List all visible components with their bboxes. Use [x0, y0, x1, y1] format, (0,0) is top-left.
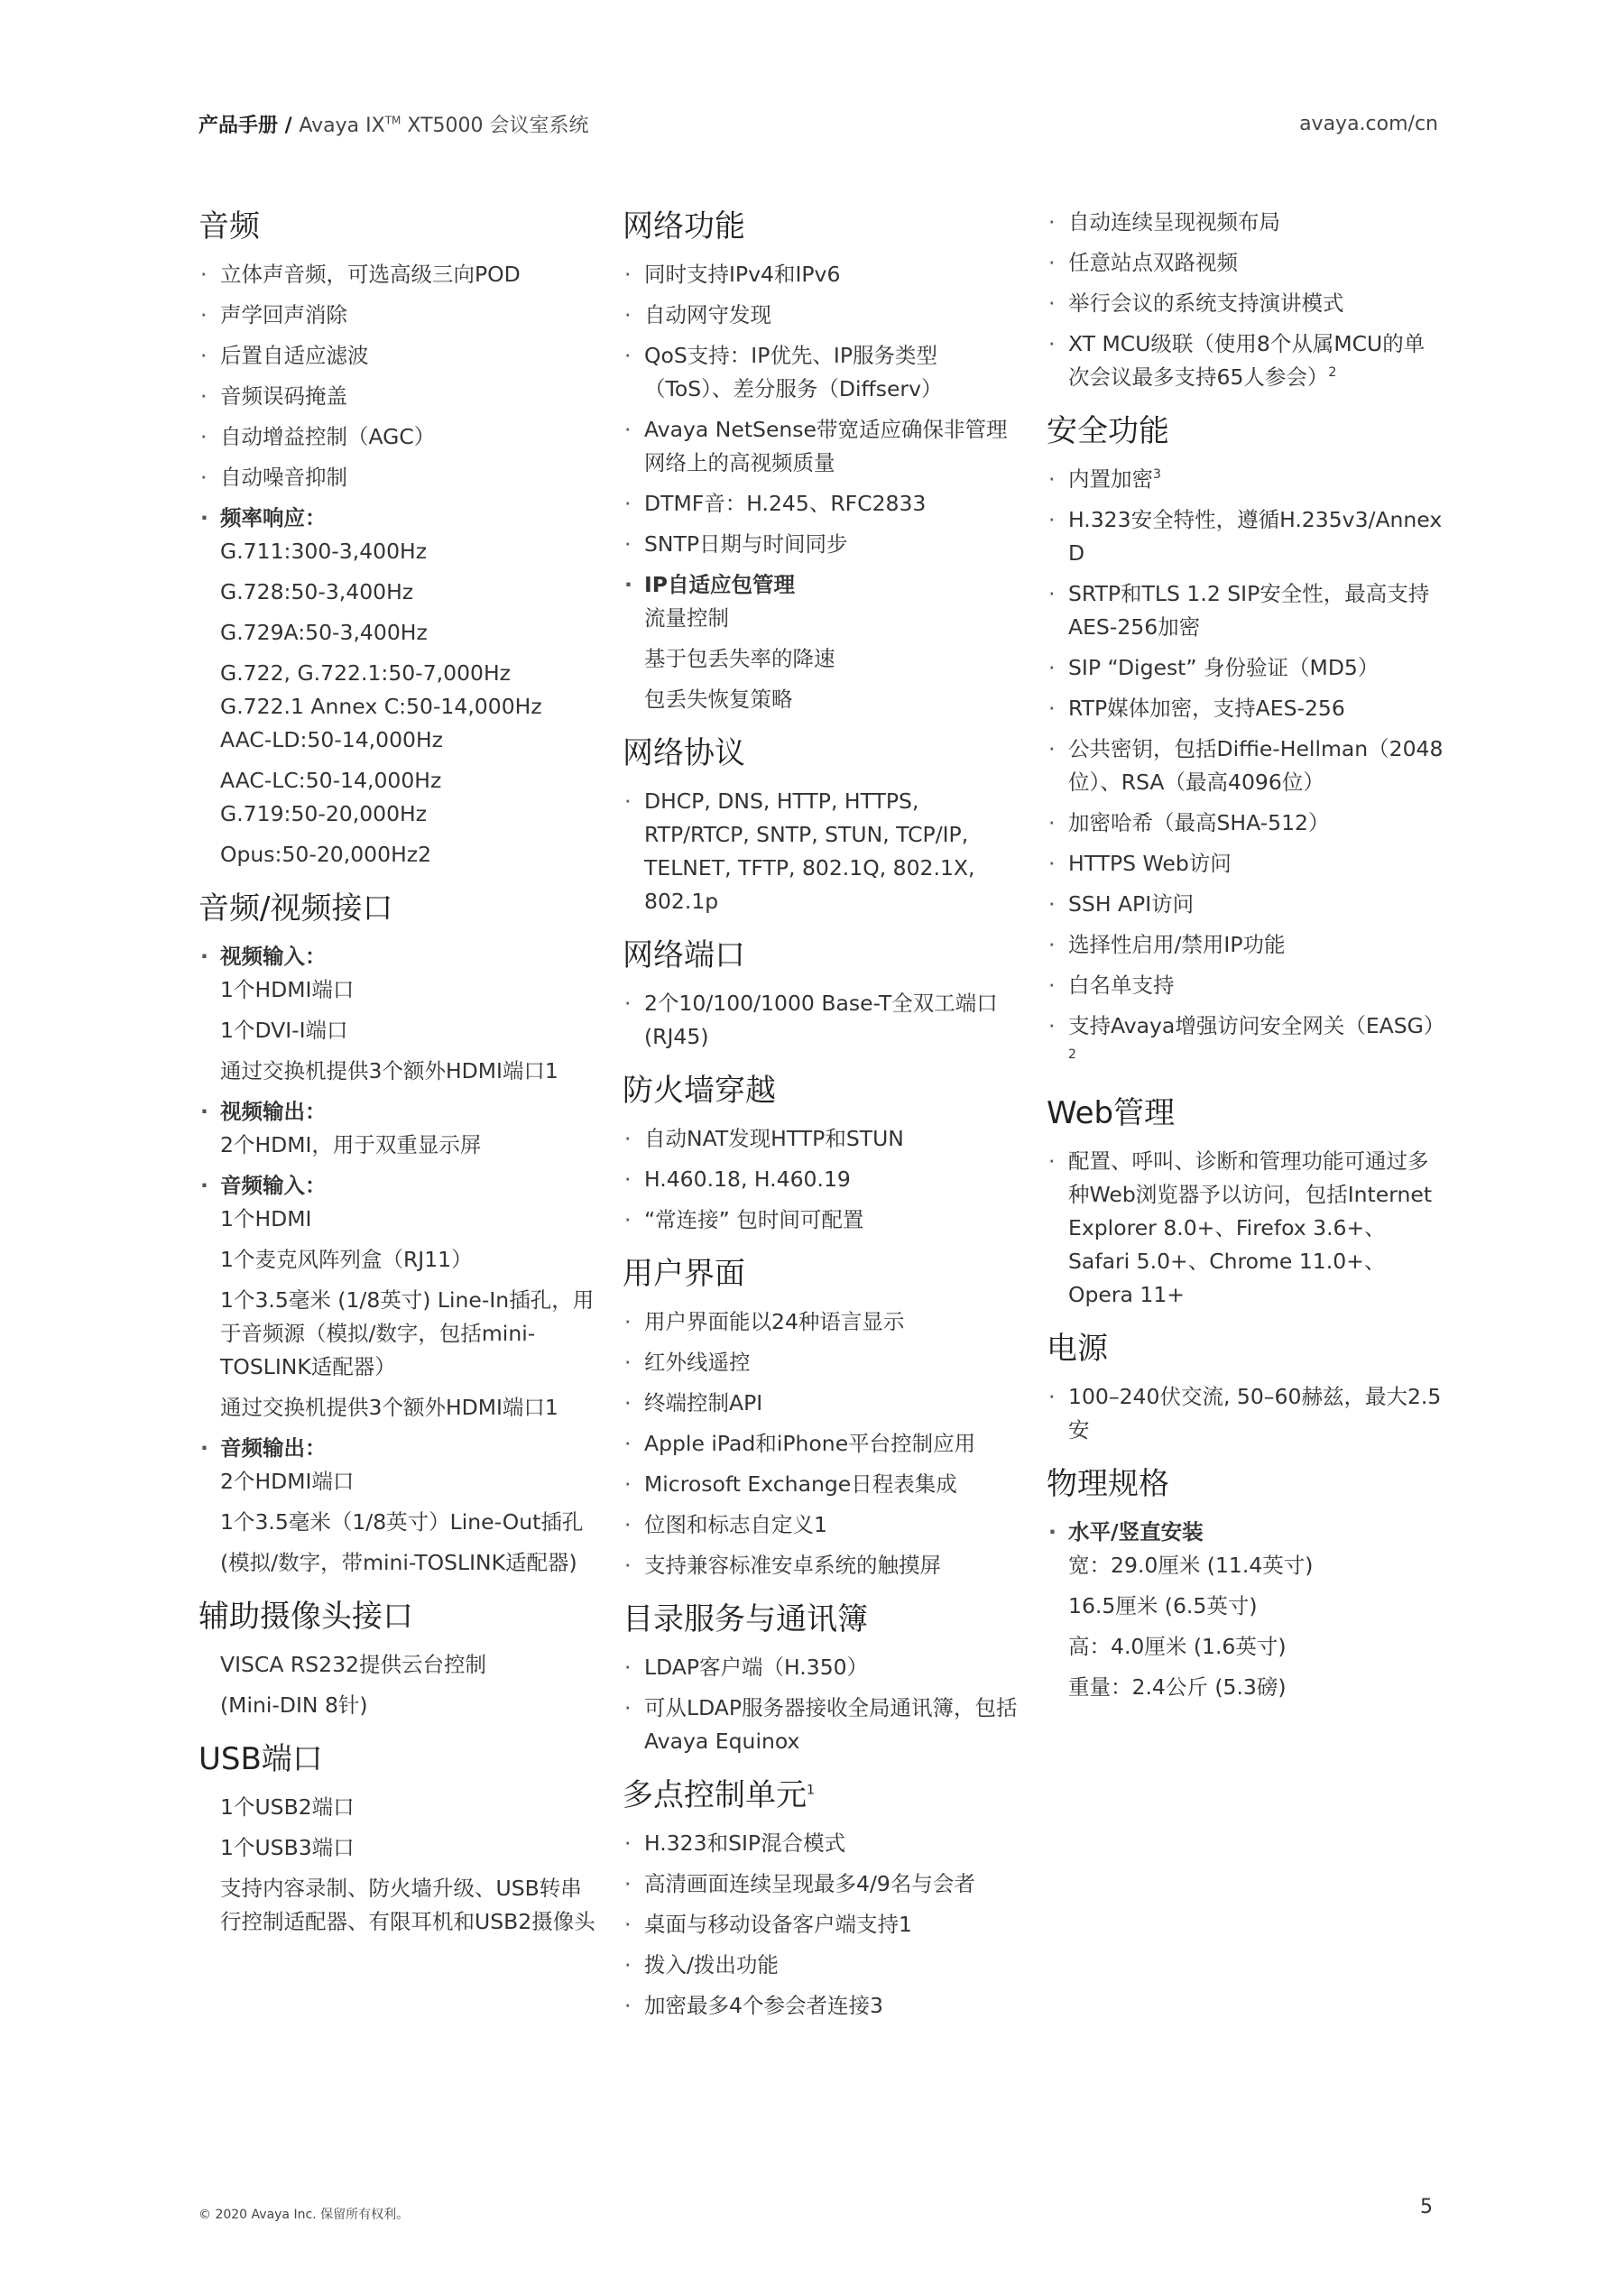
- header-website[interactable]: avaya.com/cn: [1299, 113, 1438, 135]
- trademark: TM: [384, 114, 401, 127]
- doc-type: 产品手册: [198, 115, 279, 137]
- subheading: · 音频输入：: [198, 1169, 595, 1203]
- spec-line: 支持内容录制、防火墙升级、USB转串行控制适配器、有限耳机和USB2摄像头: [220, 1876, 595, 1934]
- footnote-marker: 2: [1328, 365, 1337, 381]
- list-item: · 白名单支持: [1047, 969, 1444, 1002]
- section-title: 网络端口: [623, 937, 745, 973]
- section-ui: [623, 1253, 1020, 1582]
- column-3: [1047, 206, 1444, 1720]
- spec-line: 1个3.5毫米（1/8英寸）Line-Out插孔: [220, 1509, 584, 1535]
- list-item: · 100–240伏交流, 50–60赫兹，最大2.5安: [1047, 1380, 1444, 1447]
- section-title: 物理规格: [1047, 1466, 1169, 1502]
- section-mcu-continued: [1047, 206, 1444, 394]
- copyright: © 2020 Avaya Inc. 保留所有权利。: [198, 2208, 410, 2222]
- section-firewall: [623, 1070, 1020, 1237]
- list-item: · SSH API访问: [1047, 888, 1444, 921]
- header-separator: /: [278, 115, 300, 137]
- spec-line: (模拟/数字，带mini-TOSLINK适配器): [220, 1550, 577, 1575]
- spec-line: 通过交换机提供3个额外HDMI端口1: [220, 1395, 558, 1420]
- list-item: · Apple iPad和iPhone平台控制应用: [623, 1427, 1020, 1461]
- section-mcu: [623, 1775, 1020, 2023]
- spec-line: 重量：2.4公斤 (5.3磅): [1068, 1674, 1287, 1700]
- subheading: · 频率响应：: [198, 502, 595, 535]
- section-web: [1047, 1093, 1444, 1312]
- list-item: · 位图和标志自定义1: [623, 1508, 1020, 1542]
- spec-line: 1个HDMI端口: [220, 977, 355, 1002]
- section-security: [1047, 410, 1444, 1076]
- spec-line: (Mini-DIN 8针): [220, 1692, 368, 1718]
- spec-line: G.719:50-20,000Hz: [220, 801, 428, 826]
- list-item: · H.323和SIP混合模式: [623, 1827, 1020, 1860]
- spec-line: G.711:300-3,400Hz: [220, 539, 428, 564]
- section-title: 电源: [1047, 1331, 1108, 1367]
- section-title: 网络功能: [623, 208, 745, 244]
- product-suffix: XT5000 会议室系统: [401, 115, 589, 137]
- column-2: [623, 206, 1020, 2039]
- section-network-features: [623, 206, 1020, 716]
- spec-line: 基于包丢失率的降速: [644, 646, 835, 671]
- list-item: · 立体声音频，可选高级三向POD: [198, 258, 595, 291]
- list-item-text: XT MCU级联（使用8个从属MCU的单次会议最多支持65人参会）: [1068, 331, 1426, 390]
- list-item: · 配置、呼叫、诊断和管理功能可通过多种Web浏览器予以访问，包括Internet Explorer 8.0+、Firefox 3.6+、Safari 5.0+、Chrome 11.0+、Opera 11+: [1047, 1145, 1444, 1312]
- list-item: · SIP “Digest” 身份验证（MD5）: [1047, 651, 1444, 685]
- list-item: · DHCP, DNS, HTTP, HTTPS, RTP/RTCP, SNTP, STUN, TCP/IP, TELNET, TFTP, 802.1Q, 802.1X, 802.1p: [623, 785, 1020, 918]
- list-item: · Microsoft Exchange日程表集成: [623, 1468, 1020, 1501]
- section-title: 安全功能: [1047, 413, 1169, 449]
- section-title: 音频: [198, 208, 260, 244]
- spec-line: 高：4.0厘米 (1.6英寸): [1068, 1634, 1287, 1659]
- spec-line: 1个USB2端口: [220, 1794, 355, 1820]
- list-item: · 用户界面能以24种语言显示: [623, 1305, 1020, 1339]
- list-item: [1047, 327, 1444, 394]
- list-item: · “常连接” 包时间可配置: [623, 1203, 1020, 1237]
- list-item: · RTP媒体加密，支持AES-256: [1047, 692, 1444, 725]
- list-item: · 2个10/100/1000 Base-T全双工端口(RJ45): [623, 987, 1020, 1054]
- list-item: · HTTPS Web访问: [1047, 847, 1444, 881]
- spec-line: 16.5厘米 (6.5英寸): [1068, 1593, 1258, 1618]
- section-title: USB端口: [198, 1741, 323, 1777]
- spec-line: G.728:50-3,400Hz: [220, 579, 414, 604]
- list-item-text: 支持Avaya增强访问安全网关（EASG）: [1068, 1013, 1445, 1038]
- list-item: · 公共密钥，包括Diffie-Hellman（2048位）、RSA（最高4096位）: [1047, 733, 1444, 799]
- list-item: · 支持兼容标准安卓系统的触摸屏: [623, 1549, 1020, 1582]
- list-item: · 选择性启用/禁用IP功能: [1047, 928, 1444, 962]
- spec-line: 包丢失恢复策略: [644, 687, 793, 712]
- spec-line: 1个麦克风阵列盒（RJ11）: [220, 1247, 473, 1272]
- list-item: · 举行会议的系统支持演讲模式: [1047, 287, 1444, 320]
- list-item: · 加密哈希（最高SHA-512）: [1047, 807, 1444, 840]
- subheading: · IP自适应包管理: [623, 568, 1020, 602]
- spec-line: G.722.1 Annex C:50-14,000Hz: [220, 694, 542, 719]
- subheading: · 水平/竖直安装: [1047, 1516, 1444, 1549]
- section-aux-camera: [198, 1596, 595, 1722]
- section-protocols: [623, 733, 1020, 918]
- product-name: Avaya IX: [299, 115, 385, 137]
- subheading: · 视频输入：: [198, 940, 595, 973]
- section-title: 防火墙穿越: [623, 1073, 776, 1109]
- spec-line: G.729A:50-3,400Hz: [220, 620, 428, 645]
- list-item: [1047, 1010, 1444, 1076]
- list-item: · 加密最多4个参会者连接3: [623, 1989, 1020, 2023]
- list-item: [1047, 463, 1444, 496]
- spec-line: G.722, G.722.1:50-7,000Hz: [220, 660, 512, 686]
- spec-line: AAC-LC:50-14,000Hz: [220, 768, 442, 793]
- list-item: · 可从LDAP服务器接收全局通讯簿，包括Avaya Equinox: [623, 1692, 1020, 1758]
- list-item: · H.323安全特性，遵循H.235v3/Annex D: [1047, 503, 1444, 570]
- list-item: · 声学回声消除: [198, 299, 595, 332]
- spec-line: 1个3.5毫米 (1/8英寸) Line-In插孔，用于音频源（模拟/数字，包括mini-TOSLINK适配器）: [220, 1287, 595, 1379]
- spec-line: VISCA RS232提供云台控制: [220, 1652, 486, 1677]
- page-number: 5: [1420, 2196, 1433, 2218]
- spec-line: 2个HDMI，用于双重显示屏: [220, 1132, 482, 1157]
- section-physical: [1047, 1463, 1444, 1704]
- section-title: Web管理: [1047, 1095, 1176, 1131]
- list-item: · 自动增益控制（AGC）: [198, 420, 595, 454]
- spec-line: 1个HDMI: [220, 1206, 312, 1231]
- section-usb: [198, 1738, 595, 1939]
- section-audio: [198, 206, 595, 871]
- list-item: · 终端控制API: [623, 1387, 1020, 1420]
- subheading: · 音频输出：: [198, 1432, 595, 1465]
- spec-line: 流量控制: [644, 605, 729, 631]
- list-item: · SNTP日期与时间同步: [623, 528, 1020, 561]
- section-title-text: 多点控制单元: [623, 1777, 807, 1813]
- list-item: · DTMF音：H.245、RFC2833: [623, 487, 1020, 521]
- spec-line: 1个DVI-I端口: [220, 1018, 348, 1043]
- list-item: · 音频误码掩盖: [198, 380, 595, 413]
- list-item: · 自动连续呈现视频布局: [1047, 206, 1444, 239]
- section-av-interface: [198, 888, 595, 1580]
- section-title: 音频/视频接口: [198, 890, 393, 927]
- footnote-marker: 1: [807, 1783, 815, 1798]
- column-1: [198, 206, 595, 1955]
- header-title: [198, 110, 589, 138]
- spec-line: 2个HDMI端口: [220, 1469, 355, 1494]
- footnote-marker: 2: [1068, 1047, 1076, 1063]
- spec-line: 通过交换机提供3个额外HDMI端口1: [220, 1058, 558, 1083]
- footnote-marker: 3: [1153, 467, 1161, 483]
- section-ports: [623, 935, 1020, 1054]
- section-power: [1047, 1328, 1444, 1447]
- list-item-text: 内置加密: [1068, 466, 1153, 492]
- list-item: · 任意站点双路视频: [1047, 246, 1444, 280]
- section-title: 用户界面: [623, 1256, 745, 1292]
- list-item: · 自动网守发现: [623, 299, 1020, 332]
- list-item: · 红外线遥控: [623, 1346, 1020, 1379]
- spec-line: 宽：29.0厘米 (11.4英寸): [1068, 1553, 1314, 1578]
- section-directory: [623, 1599, 1020, 1758]
- list-item: · 自动噪音抑制: [198, 461, 595, 494]
- spec-line: Opus:50-20,000Hz2: [220, 842, 432, 867]
- list-item: · SRTP和TLS 1.2 SIP安全性，最高支持AES-256加密: [1047, 577, 1444, 644]
- list-item: · 自动NAT发现HTTP和STUN: [623, 1122, 1020, 1156]
- section-title: 辅助摄像头接口: [198, 1599, 413, 1635]
- list-item: · 拨入/拨出功能: [623, 1949, 1020, 1982]
- list-item: · Avaya NetSense带宽适应确保非管理网络上的高视频质量: [623, 413, 1020, 480]
- list-item: · QoS支持：IP优先、IP服务类型（ToS）、差分服务（Diffserv）: [623, 339, 1020, 406]
- list-item: · 后置自适应滤波: [198, 339, 595, 373]
- spec-line: 1个USB3端口: [220, 1835, 355, 1860]
- spec-line: AAC-LD:50-14,000Hz: [220, 727, 444, 752]
- section-title: [623, 1775, 1020, 1816]
- list-item: · H.460.18, H.460.19: [623, 1163, 1020, 1196]
- subheading: · 视频输出：: [198, 1095, 595, 1129]
- list-item: · LDAP客户端（H.350）: [623, 1651, 1020, 1684]
- section-title: 网络协议: [623, 735, 745, 771]
- list-item: · 桌面与移动设备客户端支持1: [623, 1908, 1020, 1941]
- page-header: [198, 110, 1438, 138]
- list-item: · 同时支持IPv4和IPv6: [623, 258, 1020, 291]
- section-title: 目录服务与通讯簿: [623, 1601, 868, 1637]
- list-item: · 高清画面连续呈现最多4/9名与会者: [623, 1867, 1020, 1901]
